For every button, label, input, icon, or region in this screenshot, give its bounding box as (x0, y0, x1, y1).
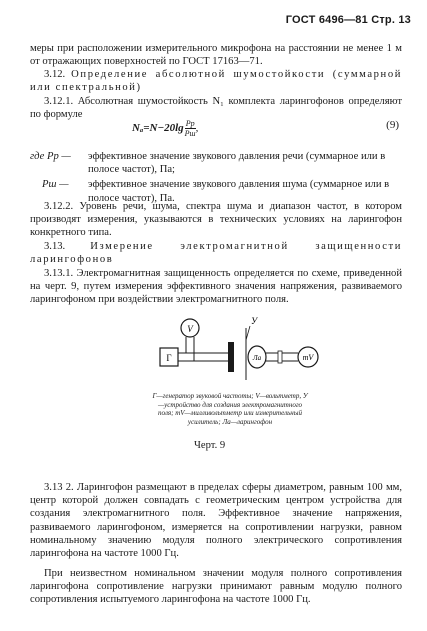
figure-caption: Г—генератор звуковой частоты; V—вольтметр, У—устройство для создания электромагнитного поля; mV—милливольтметр или измерительный усилитель; Ла—ларингофон (152, 392, 308, 426)
millivoltmeter-label: mV (302, 353, 314, 362)
definition-text: эффективное значение звукового давления шума (суммарное или в полосе частот), Па. (88, 179, 390, 204)
definition-symbol: Pш — (42, 179, 69, 191)
section-number: 3.12. (44, 69, 66, 80)
definitions (30, 150, 402, 205)
paragraph-unknown-impedance: При неизвестном номинальном значении модуля полного сопротивления ларингофона сопротивление нагрузки принимают равным модулю полного сопротивления испытуемого ларингофона на частоте 1000 Гц. (30, 568, 402, 606)
voltmeter-label: V (187, 324, 193, 334)
section-title: Определение абсолютной шумостойкости (суммарной или спектральной) (30, 69, 402, 94)
section-title: Измерение электромагнитной защищенности ларингофонов (30, 241, 402, 266)
laryngophone-label: Ла (252, 354, 262, 362)
paragraph-3-12-1: 3.12.1. Абсолютная шумостойкость N₁ комплекта ларингофонов определяют по формуле (30, 96, 402, 121)
paragraph-3-13-1: 3.13.1. Электромагнитная защищенность определяется по схеме, приведенной на черт. 9, путем измерения эффективного значения напряжения, развиваемого ларингофоном при воздействии электромагнитного поля. (30, 268, 402, 306)
section-heading-3-12 (30, 68, 402, 94)
generator-label: Г (166, 353, 172, 363)
section-number: 3.13. (44, 241, 66, 252)
formula-numerator: Pp (185, 119, 195, 128)
formula-expression (132, 119, 198, 138)
paragraph-continuation: меры при расположении измерительного микрофона на расстоянии не менее 1 м от отражающих поверхностей по ГОСТ 17163—71. (30, 43, 402, 68)
paragraph-3-12-2: 3.12.2. Уровень речи, шума, спектра шума и диапазон частот, в котором производят измерения, указываются в технических условиях на ларингофон конкретного типа. (30, 201, 402, 239)
formula-fraction (185, 119, 196, 138)
field-device-plate (228, 342, 234, 372)
formula-tail: , (195, 122, 199, 135)
figure-label: Черт. 9 (194, 440, 226, 451)
load-resistor (278, 351, 282, 363)
paragraph-3-13-2: 3.13 2. Ларингофон размещают в пределах сферы диаметром, равным 100 мм, центр которой должен совпадать с геометрическим центром устройства для создания электромагнитного поля. Эффективное значение напряжения, развиваемого ларингофоном, измеряется на сопротивлении нагрузки, равном номинальному значению модуля полного электрического сопротивления ларингофона на частоте 1000 Гц. (30, 482, 402, 560)
page-header: ГОСТ 6496—81 Стр. 13 (285, 14, 411, 26)
formula-number: (9) (386, 119, 399, 131)
formula-denominator: Pш (184, 129, 196, 138)
leader-line (246, 326, 250, 340)
definition-text: эффективное значение звукового давления речи (суммарное или в полосе частот), Па; (88, 151, 386, 176)
section-heading-3-13 (30, 240, 402, 266)
formula-lhs: Nₐ=N−20lg (132, 122, 184, 135)
device-label: У (250, 316, 258, 326)
definition-row (30, 150, 402, 176)
definition-symbol: где Pp — (30, 151, 71, 162)
